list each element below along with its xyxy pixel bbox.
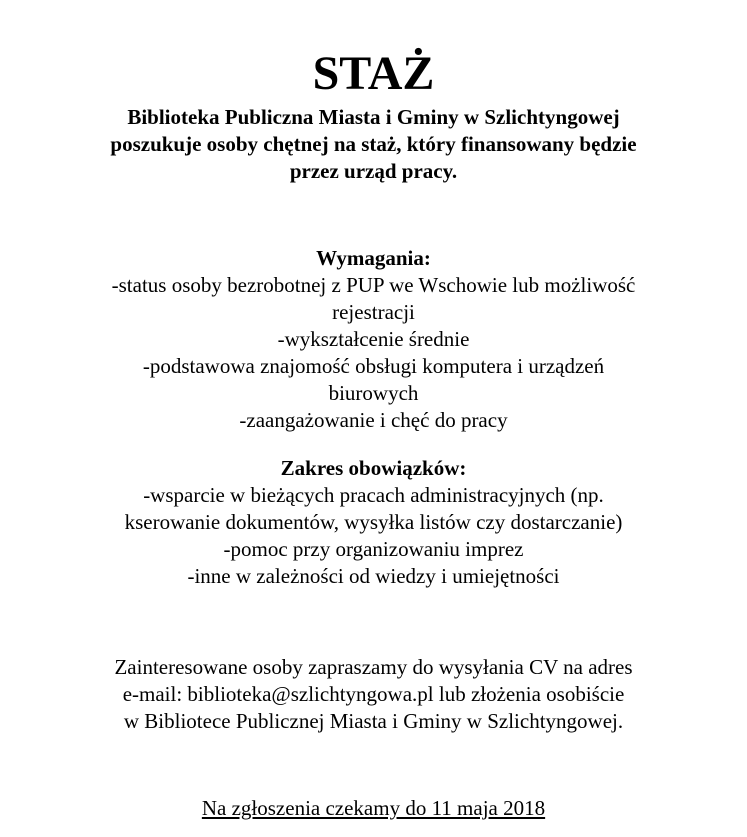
- deadline-text: Na zgłoszenia czekamy do 11 maja 2018: [201, 796, 546, 820]
- requirements-heading: Wymagania:: [316, 246, 431, 270]
- requirement-line: biurowych: [328, 381, 419, 405]
- contact-line: e-mail: biblioteka@szlichtyngowa.pl lub złożenia osobiście: [122, 682, 625, 706]
- intro-line: przez urząd pracy.: [289, 159, 458, 183]
- contact-section: [0, 654, 747, 735]
- duties-section: [0, 455, 747, 590]
- intro-block: [0, 104, 747, 185]
- requirement-line: rejestracji: [332, 300, 415, 324]
- requirement-line: -status osoby bezrobotnej z PUP we Wschowie lub możliwość: [111, 273, 636, 297]
- duty-line: -inne w zależności od wiedzy i umiejętności: [187, 564, 560, 588]
- intro-line: Biblioteka Publiczna Miasta i Gminy w Szlichtyngowej: [127, 105, 620, 129]
- contact-line: w Bibliotece Publicznej Miasta i Gminy w Szlichtyngowej.: [123, 709, 624, 733]
- duties-heading: Zakres obowiązków:: [280, 456, 467, 480]
- duty-line: -wsparcie w bieżących pracach administracyjnych (np.: [143, 483, 604, 507]
- intro-line: poszukuje osoby chętnej na staż, który finansowany będzie: [110, 132, 637, 156]
- deadline-notice: [0, 795, 747, 822]
- requirements-section: [0, 245, 747, 434]
- requirement-line: -wykształcenie średnie: [277, 327, 470, 351]
- duty-line: -pomoc przy organizowaniu imprez: [223, 537, 524, 561]
- duty-line: kserowanie dokumentów, wysyłka listów czy dostarczanie): [124, 510, 623, 534]
- contact-line: Zainteresowane osoby zapraszamy do wysyłania CV na adres: [114, 655, 633, 679]
- requirement-line: -podstawowa znajomość obsługi komputera i urządzeń: [142, 354, 605, 378]
- requirement-line: -zaangażowanie i chęć do pracy: [239, 408, 508, 432]
- page-title: STAŻ: [312, 47, 435, 100]
